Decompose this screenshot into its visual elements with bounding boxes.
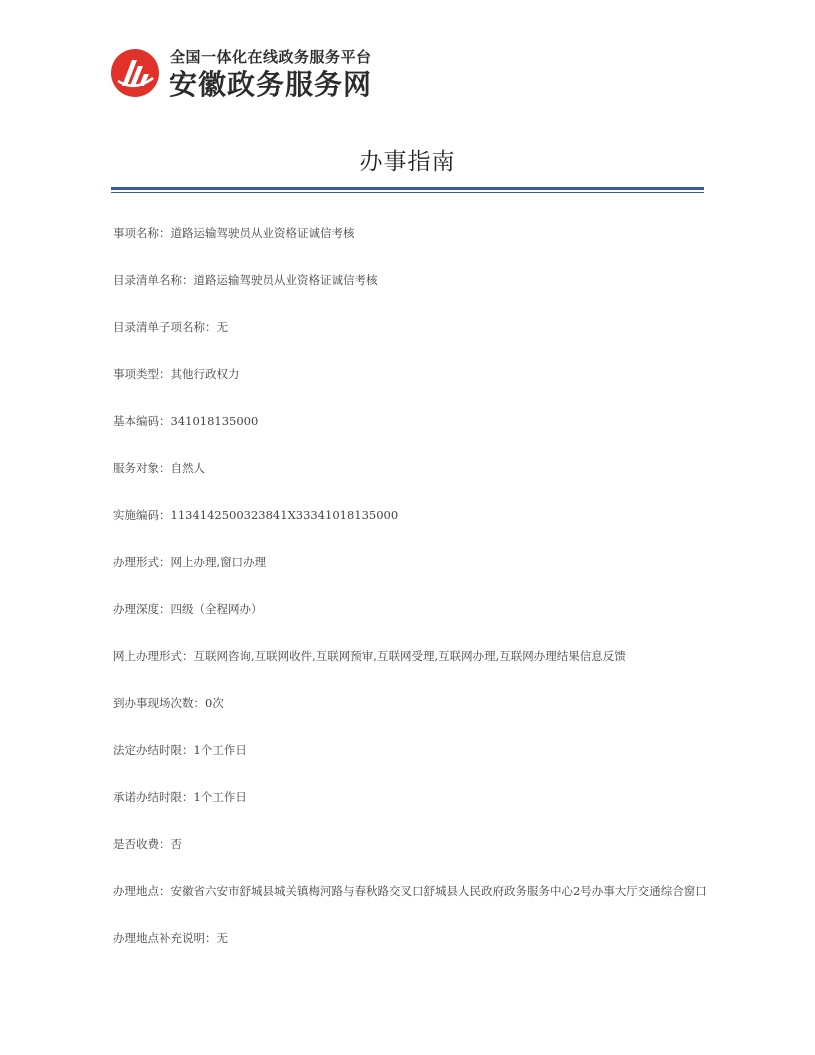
guide-field-label: 服务对象： (113, 461, 171, 475)
guide-field (113, 693, 713, 714)
guide-field-value: 道路运输驾驶员从业资格证诚信考核 (193, 273, 378, 287)
guide-field (113, 787, 713, 808)
brand-subtitle: 全国一体化在线政务服务平台 (170, 48, 372, 66)
guide-field-value: 其他行政权力 (170, 367, 240, 381)
guide-field-label: 到办事现场次数： (113, 696, 205, 710)
document-title: 办事指南 (359, 149, 456, 175)
guide-field-label: 办理地点补充说明： (113, 931, 217, 945)
guide-field-label: 事项类型： (113, 367, 171, 381)
guide-field-value: 互联网咨询,互联网收件,互联网预审,互联网受理,互联网办理,互联网办理结果信息反馈 (193, 649, 626, 663)
guide-field-value: 网上办理,窗口办理 (170, 555, 267, 569)
guide-field (113, 317, 713, 338)
guide-field-value: 无 (216, 931, 228, 945)
guide-field-value: 四级（全程网办） (170, 602, 263, 616)
guide-field-value: 无 (216, 320, 228, 334)
guide-field-label: 办理深度： (113, 602, 171, 616)
guide-field-label: 办理地点： (113, 884, 171, 898)
guide-field-list (113, 223, 713, 975)
guide-field-label: 法定办结时限： (113, 743, 194, 757)
guide-field-label: 目录清单名称： (113, 273, 194, 287)
guide-field (113, 552, 713, 573)
guide-field-label: 事项名称： (113, 226, 171, 240)
guide-field-label: 是否收费： (113, 837, 171, 851)
guide-field-value: 自然人 (170, 461, 205, 475)
guide-field (113, 411, 713, 432)
guide-field (113, 646, 713, 667)
guide-field-value: 否 (170, 837, 182, 851)
guide-field-label: 目录清单子项名称： (113, 320, 217, 334)
guide-field-label: 网上办理形式： (113, 649, 194, 663)
guide-field (113, 740, 713, 761)
guide-field-value: 341018135000 (170, 414, 259, 428)
guide-field (113, 458, 713, 479)
guide-field-value: 0次 (205, 696, 224, 710)
title-divider-thick (111, 187, 704, 190)
guide-field-label: 承诺办结时限： (113, 790, 194, 804)
guide-field (113, 881, 713, 902)
guide-field (113, 599, 713, 620)
guide-field (113, 223, 713, 244)
guide-field (113, 928, 713, 949)
site-header (110, 46, 510, 101)
guide-field-value: 1个工作日 (193, 790, 247, 804)
title-divider-thin (111, 192, 704, 193)
brand-name: 安徽政务服务网 (169, 68, 373, 101)
guide-field-label: 实施编码： (113, 508, 171, 522)
guide-field-value: 1134142500323841X33341018135000 (170, 508, 399, 522)
guide-field-label: 办理形式： (113, 555, 171, 569)
guide-field (113, 834, 713, 855)
guide-field (113, 505, 713, 526)
guide-field (113, 364, 713, 385)
guide-field-value: 道路运输驾驶员从业资格证诚信考核 (170, 226, 355, 240)
guide-field-value: 安徽省六安市舒城县城关镇梅河路与春秋路交叉口舒城县人民政府政务服务中心2号办事大厅交通综合窗口 (170, 884, 707, 898)
guide-field (113, 270, 713, 291)
anhui-government-services-logo-icon (110, 48, 160, 98)
guide-field-value: 1个工作日 (193, 743, 247, 757)
guide-field-label: 基本编码： (113, 414, 171, 428)
